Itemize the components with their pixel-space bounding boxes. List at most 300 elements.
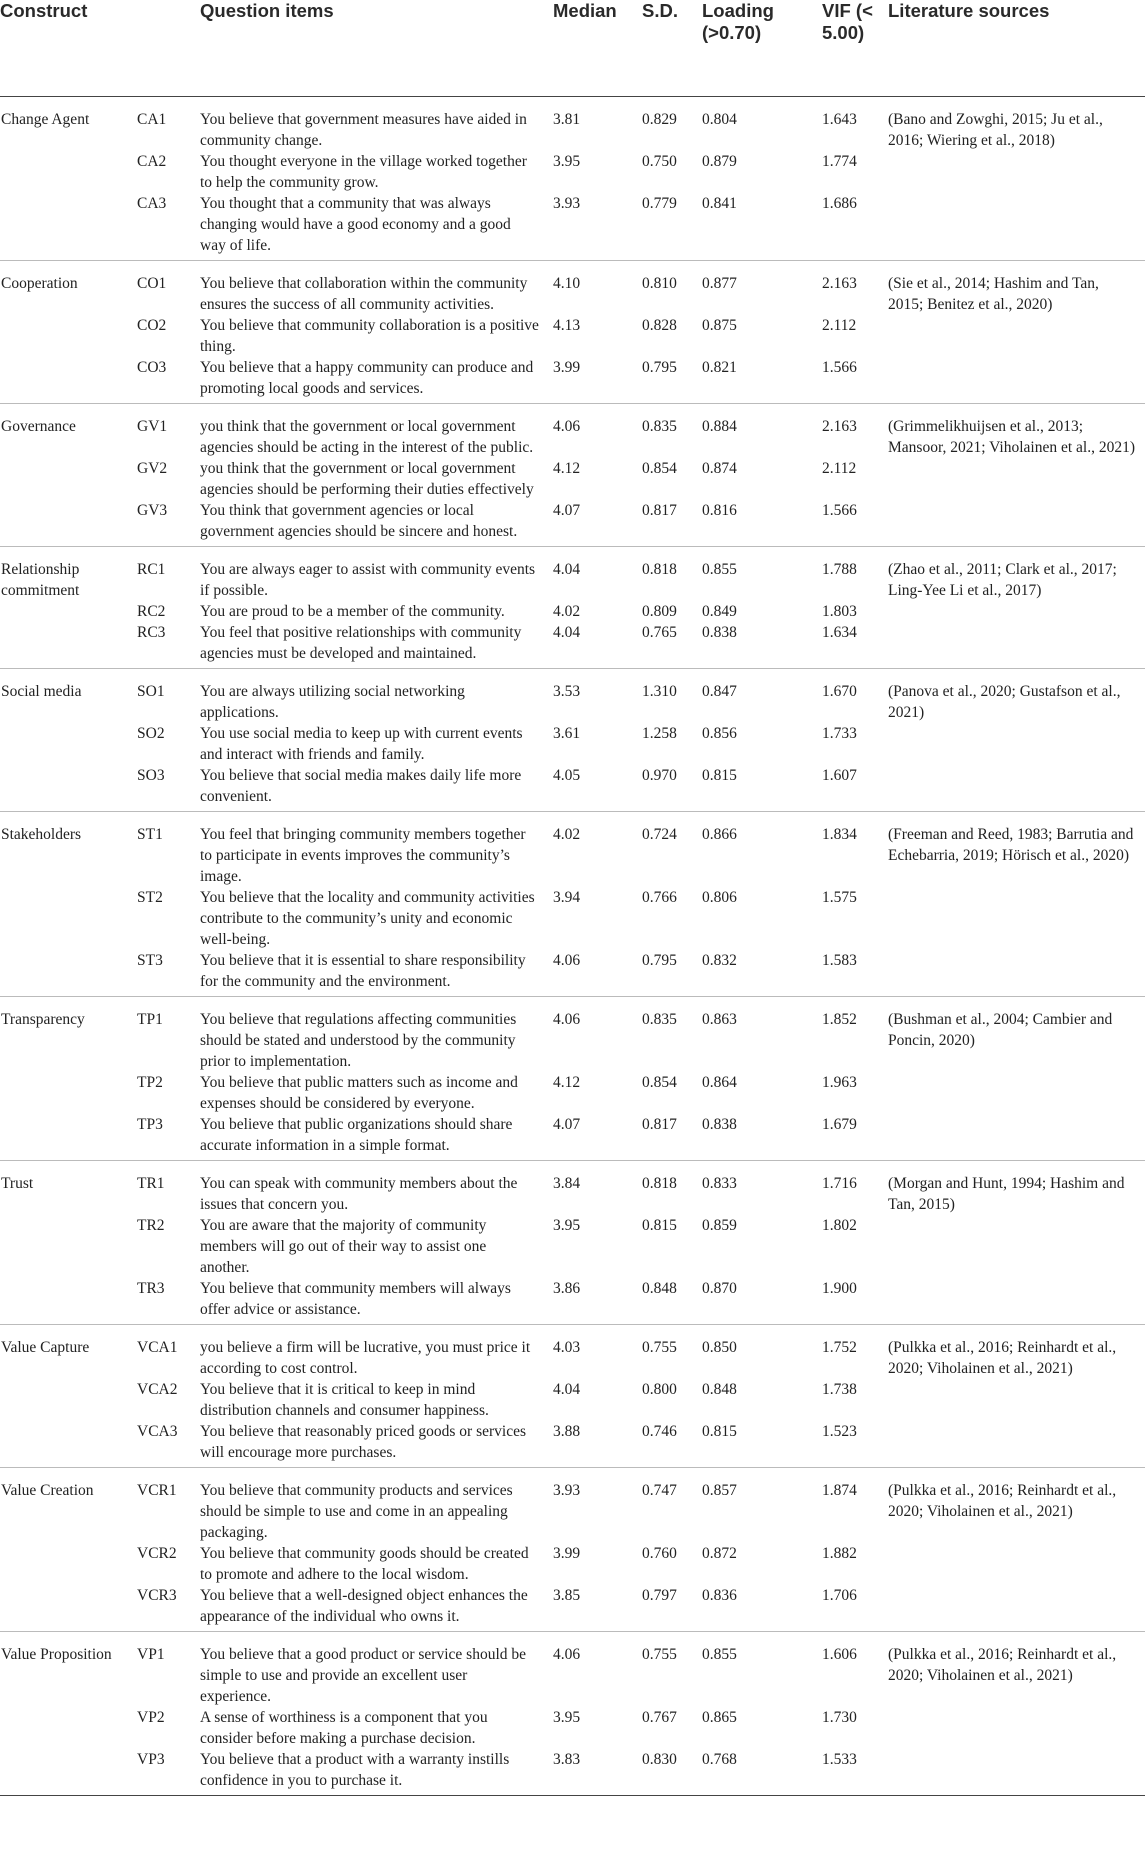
construct-cell [0,1114,137,1161]
header-literature-sources: Literature sources [888,0,1145,96]
median-value: 4.13 [553,316,581,334]
question-text: You are always utilizing social networking applications. [200,682,465,721]
question-text: you think that the government or local government agencies should be performing their duties effectively [200,459,534,498]
loading-value: 0.838 [702,1115,737,1133]
construct-group [0,996,1145,1160]
loading-value: 0.863 [702,1010,737,1028]
sd-value: 0.755 [642,1338,677,1356]
sd-value: 0.817 [642,501,677,519]
construct-cell: Trust [1,1174,34,1192]
loading-value: 0.870 [702,1279,737,1297]
loading-value: 0.875 [702,316,737,334]
median-value: 4.12 [553,1073,581,1091]
question-text: You believe that reasonably priced goods or services will encourage more purchases. [200,1422,526,1461]
item-code: GV2 [137,459,168,477]
question-text: You believe that community products and services should be simple to use and come in an appealing packaging. [200,1481,513,1541]
sd-value: 0.765 [642,623,677,641]
table-row [0,765,1145,812]
loading-value: 0.879 [702,152,737,170]
question-text: You think that government agencies or local government agencies should be sincere and honest. [200,501,518,540]
construct-cell [0,723,137,765]
loading-value: 0.884 [702,417,737,435]
vif-value: 2.112 [822,316,857,334]
sd-value: 0.970 [642,766,677,784]
construct-cell [0,1421,137,1468]
source-cell [888,1072,1145,1114]
median-value: 3.85 [553,1586,581,1604]
item-code: SO3 [137,766,165,784]
median-value: 4.07 [553,1115,581,1133]
sd-value: 0.800 [642,1380,677,1398]
table-row [0,1379,1145,1421]
construct-cell [0,765,137,812]
question-text: You are proud to be a member of the community. [200,602,505,620]
question-text: You believe that a well-designed object enhances the appearance of the individual who owns it. [200,1586,528,1625]
source-cell [888,500,1145,547]
loading-value: 0.841 [702,194,737,212]
median-value: 3.61 [553,724,581,742]
loading-value: 0.832 [702,951,737,969]
question-text: You feel that positive relationships with community agencies must be developed and maintained. [200,623,522,662]
sd-value: 0.829 [642,110,677,128]
source-cell [888,1379,1145,1421]
item-code: VCA1 [137,1338,178,1356]
construct-cell: Cooperation [1,274,78,292]
vif-value: 1.900 [822,1279,857,1297]
vif-value: 1.643 [822,110,857,128]
loading-value: 0.815 [702,1422,737,1440]
vif-value: 1.752 [822,1338,857,1356]
loading-value: 0.816 [702,501,737,519]
source-cell [888,357,1145,404]
item-code: VCR3 [137,1586,177,1604]
sd-value: 0.848 [642,1279,677,1297]
median-value: 4.06 [553,417,581,435]
vif-value: 1.716 [822,1174,857,1192]
loading-value: 0.877 [702,274,737,292]
construct-cell [0,887,137,950]
source-cell [888,765,1145,812]
table-row [0,1160,1145,1215]
item-code: CA1 [137,110,167,128]
construct-group [0,96,1145,260]
table-row [0,260,1145,315]
item-code: RC1 [137,560,166,578]
loading-value: 0.806 [702,888,737,906]
sd-value: 0.760 [642,1544,677,1562]
source-cell [888,315,1145,357]
question-text: You believe that public organizations should share accurate information in a simple format. [200,1115,513,1154]
median-value: 3.93 [553,1481,581,1499]
question-text: You believe that community collaboration is a positive thing. [200,316,539,355]
construct-cell: Governance [1,417,76,435]
sd-value: 0.818 [642,1174,677,1192]
table-row [0,315,1145,357]
vif-value: 1.803 [822,602,857,620]
question-text: You can speak with community members about the issues that concern you. [200,1174,518,1213]
table-row [0,1585,1145,1632]
item-code: CA2 [137,152,167,170]
item-code: TR3 [137,1279,165,1297]
table-row [0,1467,1145,1543]
table-row [0,1707,1145,1749]
table-header [0,0,1145,96]
sd-value: 0.746 [642,1422,677,1440]
question-text: You believe that a product with a warranty instills confidence in you to purchase it. [200,1750,510,1789]
header-code [137,0,200,96]
loading-value: 0.804 [702,110,737,128]
question-text: you think that the government or local government agencies should be acting in the interest of the public. [200,417,534,456]
loading-value: 0.857 [702,1481,737,1499]
source-cell [888,151,1145,193]
construct-cell [0,601,137,622]
table-row [0,668,1145,723]
item-code: VP3 [137,1750,165,1768]
loading-value: 0.833 [702,1174,737,1192]
source-cell [888,1543,1145,1585]
construct-cell: Change Agent [1,110,90,128]
loading-value: 0.836 [702,1586,737,1604]
header-median: Median [553,0,642,96]
source-cell [888,950,1145,997]
median-value: 4.03 [553,1338,581,1356]
question-text: You thought everyone in the village worked together to help the community grow. [200,152,527,191]
item-code: TP3 [137,1115,163,1133]
vif-value: 1.566 [822,358,857,376]
sd-value: 0.795 [642,358,677,376]
source-cell [888,458,1145,500]
median-value: 3.95 [553,152,581,170]
loading-value: 0.856 [702,724,737,742]
sd-value: 0.854 [642,1073,677,1091]
table-row [0,1543,1145,1585]
source-cell [888,193,1145,261]
vif-value: 1.852 [822,1010,857,1028]
loading-value: 0.866 [702,825,737,843]
sd-value: 0.767 [642,1708,677,1726]
vif-value: 1.634 [822,623,857,641]
vif-value: 1.963 [822,1073,857,1091]
median-value: 3.81 [553,110,581,128]
item-code: VP2 [137,1708,165,1726]
vif-value: 1.774 [822,152,857,170]
source-cell: (Pulkka et al., 2016; Reinhardt et al., 2020; Viholainen et al., 2021) [888,1645,1117,1684]
construct-cell: Value Proposition [1,1645,112,1663]
construct-cell [0,500,137,547]
item-code: TP1 [137,1010,163,1028]
vif-value: 1.882 [822,1544,857,1562]
vif-value: 1.533 [822,1750,857,1768]
median-value: 4.02 [553,602,581,620]
median-value: 3.86 [553,1279,581,1297]
item-code: ST3 [137,951,163,969]
vif-value: 1.583 [822,951,857,969]
table-row [0,1324,1145,1379]
loading-value: 0.864 [702,1073,737,1091]
sd-value: 0.779 [642,194,677,212]
question-text: You believe that it is essential to share responsibility for the community and the environment. [200,951,526,990]
vif-value: 1.788 [822,560,857,578]
item-code: RC2 [137,602,166,620]
construct-cell [0,1072,137,1114]
construct-cell: Relationship commitment [1,560,80,599]
table-row [0,357,1145,404]
item-code: TP2 [137,1073,163,1091]
median-value: 4.06 [553,1010,581,1028]
vif-value: 1.575 [822,888,857,906]
table-row [0,1631,1145,1707]
construct-group [0,546,1145,668]
vif-value: 1.706 [822,1586,857,1604]
table-row [0,1114,1145,1161]
question-text: You are aware that the majority of community members will go out of their way to assist one another. [200,1216,487,1276]
vif-value: 2.163 [822,274,857,292]
sd-value: 0.747 [642,1481,677,1499]
vif-value: 2.112 [822,459,857,477]
loading-value: 0.850 [702,1338,737,1356]
median-value: 4.06 [553,951,581,969]
question-text: You believe that public matters such as income and expenses should be considered by everyone. [200,1073,518,1112]
source-cell: (Morgan and Hunt, 1994; Hashim and Tan, 2015) [888,1174,1125,1213]
item-code: VCR1 [137,1481,177,1499]
source-cell [888,601,1145,622]
sd-value: 0.810 [642,274,677,292]
loading-value: 0.855 [702,1645,737,1663]
table-row [0,193,1145,261]
sd-value: 1.310 [642,682,677,700]
sd-value: 0.835 [642,417,677,435]
median-value: 3.99 [553,1544,581,1562]
source-cell: (Zhao et al., 2011; Clark et al., 2017; Ling-Yee Li et al., 2017) [888,560,1117,599]
construct-cell [0,1379,137,1421]
sd-value: 0.815 [642,1216,677,1234]
vif-value: 1.802 [822,1216,857,1234]
vif-value: 1.686 [822,194,857,212]
vif-value: 1.874 [822,1481,857,1499]
construct-group [0,403,1145,546]
construct-cell: Value Capture [1,1338,90,1356]
median-value: 3.94 [553,888,581,906]
loading-value: 0.815 [702,766,737,784]
table-row [0,996,1145,1072]
construct-cell [0,1749,137,1796]
sd-value: 0.817 [642,1115,677,1133]
vif-value: 1.730 [822,1708,857,1726]
question-text: You feel that bringing community members together to participate in events improves the community’s image. [200,825,526,885]
vif-value: 1.606 [822,1645,857,1663]
loading-value: 0.865 [702,1708,737,1726]
question-text: You believe that a happy community can produce and promoting local goods and services. [200,358,534,397]
construct-cell [0,1707,137,1749]
item-code: SO1 [137,682,165,700]
header-question-items: Question items [200,0,553,96]
median-value: 4.12 [553,459,581,477]
median-value: 3.99 [553,358,581,376]
sd-value: 1.258 [642,724,677,742]
median-value: 4.06 [553,1645,581,1663]
question-text: You believe that it is critical to keep in mind distribution channels and consumer happiness. [200,1380,489,1419]
median-value: 3.83 [553,1750,581,1768]
sd-value: 0.750 [642,152,677,170]
construct-cell [0,458,137,500]
construct-cell [0,622,137,669]
source-cell [888,1707,1145,1749]
construct-cell [0,1215,137,1278]
table-row [0,811,1145,887]
question-text: You believe that community goods should be created to promote and adhere to the local wisdom. [200,1544,529,1583]
source-cell [888,1421,1145,1468]
vif-value: 1.834 [822,825,857,843]
table-row [0,403,1145,458]
source-cell [888,1278,1145,1325]
median-value: 4.02 [553,825,581,843]
construct-group [0,1467,1145,1631]
loading-value: 0.848 [702,1380,737,1398]
sd-value: 0.766 [642,888,677,906]
table-row [0,622,1145,669]
table-row [0,1215,1145,1278]
median-value: 4.04 [553,623,581,641]
sd-value: 0.795 [642,951,677,969]
table-row [0,887,1145,950]
construct-group [0,260,1145,403]
source-cell [888,1585,1145,1632]
source-cell: (Freeman and Reed, 1983; Barrutia and Echebarria, 2019; Hörisch et al., 2020) [888,825,1134,864]
median-value: 4.10 [553,274,581,292]
item-code: CA3 [137,194,167,212]
vif-value: 1.738 [822,1380,857,1398]
question-text: You believe that the locality and community activities contribute to the community’s unity and economic well-being. [200,888,535,948]
median-value: 4.07 [553,501,581,519]
construct-cell [0,1278,137,1325]
header-sd: S.D. [642,0,702,96]
header-vif: VIF (< 5.00) [822,0,888,96]
sd-value: 0.755 [642,1645,677,1663]
construct-cell [0,151,137,193]
construct-group [0,668,1145,811]
construct-cell: Social media [1,682,82,700]
loading-value: 0.847 [702,682,737,700]
construct-cell [0,950,137,997]
item-code: CO3 [137,358,167,376]
table-row [0,151,1145,193]
question-text: You are always eager to assist with community events if possible. [200,560,536,599]
table-row [0,1072,1145,1114]
sd-value: 0.854 [642,459,677,477]
construct-cell [0,315,137,357]
item-code: VCR2 [137,1544,177,1562]
construct-cell: Transparency [1,1010,85,1028]
table-row [0,601,1145,622]
sd-value: 0.724 [642,825,677,843]
header-construct: Construct [0,0,137,96]
source-cell [888,622,1145,669]
median-value: 3.53 [553,682,581,700]
question-text: You believe that regulations affecting communities should be stated and understood by the community prior to implementation. [200,1010,517,1070]
table-row [0,723,1145,765]
question-text: You believe that government measures have aided in community change. [200,110,527,149]
item-code: ST1 [137,825,163,843]
item-code: TR1 [137,1174,165,1192]
source-cell: (Bushman et al., 2004; Cambier and Poncin, 2020) [888,1010,1113,1049]
table-row [0,96,1145,151]
construct-group [0,811,1145,996]
source-cell: (Pulkka et al., 2016; Reinhardt et al., 2020; Viholainen et al., 2021) [888,1338,1117,1377]
loading-value: 0.855 [702,560,737,578]
sd-value: 0.818 [642,560,677,578]
source-cell [888,887,1145,950]
construct-cell [0,1585,137,1632]
median-value: 3.95 [553,1216,581,1234]
vif-value: 1.523 [822,1422,857,1440]
median-value: 3.93 [553,194,581,212]
source-cell: (Panova et al., 2020; Gustafson et al., 2021) [888,682,1121,721]
item-code: RC3 [137,623,166,641]
table-row [0,950,1145,997]
sd-value: 0.835 [642,1010,677,1028]
median-value: 3.84 [553,1174,581,1192]
item-code: ST2 [137,888,163,906]
sd-value: 0.830 [642,1750,677,1768]
median-value: 3.88 [553,1422,581,1440]
sd-value: 0.828 [642,316,677,334]
sd-value: 0.797 [642,1586,677,1604]
loading-value: 0.849 [702,602,737,620]
item-code: GV3 [137,501,168,519]
construct-cell [0,193,137,261]
loading-value: 0.838 [702,623,737,641]
vif-value: 2.163 [822,417,857,435]
table-row [0,458,1145,500]
median-value: 4.05 [553,766,581,784]
item-code: VP1 [137,1645,165,1663]
source-cell [888,1215,1145,1278]
question-text: You believe that social media makes daily life more convenient. [200,766,522,805]
construct-cell [0,357,137,404]
source-cell [888,1749,1145,1796]
question-text: You thought that a community that was always changing would have a good economy and a good way of life. [200,194,511,254]
item-code: GV1 [137,417,168,435]
vif-value: 1.679 [822,1115,857,1133]
table-row [0,546,1145,601]
median-value: 3.95 [553,1708,581,1726]
loading-value: 0.874 [702,459,737,477]
table-row [0,1749,1145,1796]
table-row [0,1421,1145,1468]
item-code: VCA2 [137,1380,178,1398]
loading-value: 0.821 [702,358,737,376]
item-code: CO1 [137,274,167,292]
item-code: VCA3 [137,1422,178,1440]
item-code: CO2 [137,316,167,334]
loading-value: 0.872 [702,1544,737,1562]
source-cell: (Pulkka et al., 2016; Reinhardt et al., 2020; Viholainen et al., 2021) [888,1481,1117,1520]
question-text: You believe that community members will always offer advice or assistance. [200,1279,511,1318]
source-cell: (Sie et al., 2014; Hashim and Tan, 2015; Benitez et al., 2020) [888,274,1099,313]
median-value: 4.04 [553,560,581,578]
construct-cell [0,1543,137,1585]
sd-value: 0.809 [642,602,677,620]
question-text: A sense of worthiness is a component that you consider before making a purchase decision. [200,1708,488,1747]
question-text: You use social media to keep up with current events and interact with friends and family. [200,724,523,763]
source-cell [888,723,1145,765]
construct-group [0,1160,1145,1324]
item-code: SO2 [137,724,165,742]
vif-value: 1.733 [822,724,857,742]
table-row [0,1278,1145,1325]
loading-value: 0.768 [702,1750,737,1768]
item-code: TR2 [137,1216,165,1234]
